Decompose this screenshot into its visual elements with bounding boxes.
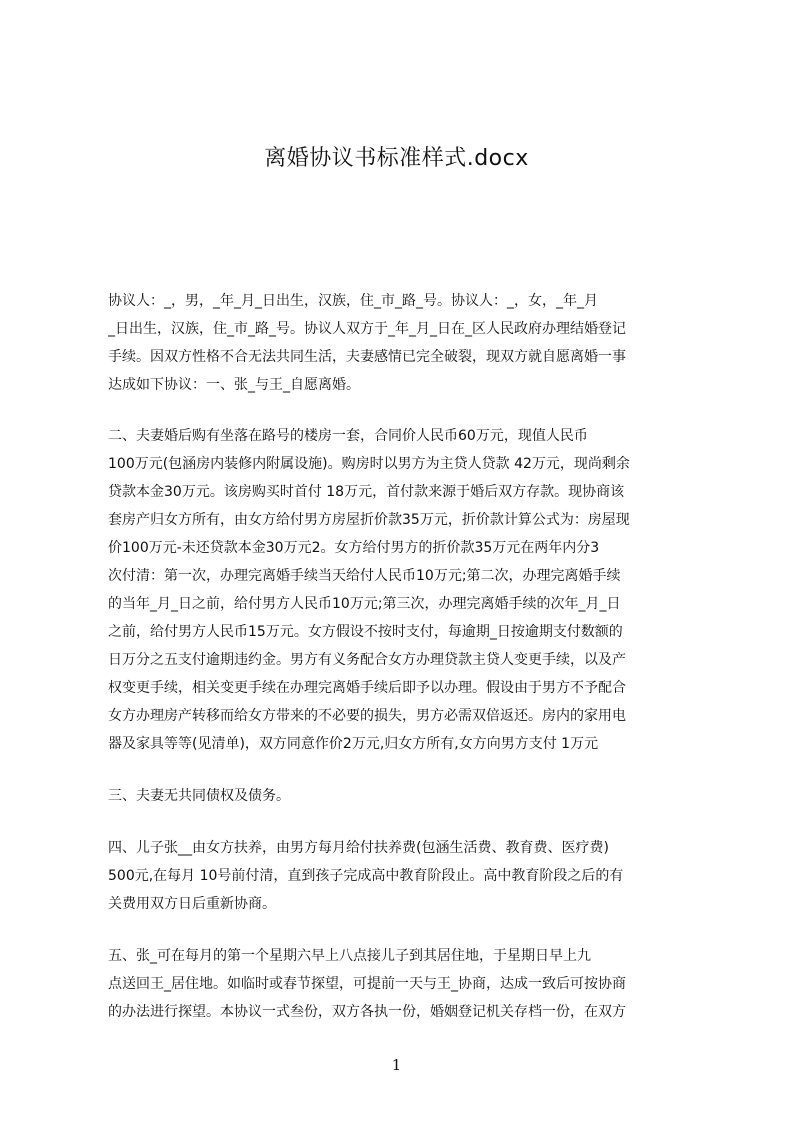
clause-2-line: 器及家具等等(见清单)，双方同意作价2万元,归女方所有,女方向男方支付 1万元 (108, 736, 599, 752)
intro-line: 手续。因双方性格不合无法共同生活，夫妻感情已完全破裂，现双方就自愿离婚一事 (108, 349, 626, 365)
clause-2-line: 次付清：第一次，办理完离婚手续当天给付人民币10万元;第二次，办理完离婚手续 (108, 568, 621, 584)
clause-2-line: 贷款本金30万元。该房购买时首付 18万元，首付款来源于婚后双方存款。现协商该 (108, 484, 625, 500)
clause-5-line: 点送回王_居住地。如临时或春节探望，可提前一天与王_协商，达成一致后可按协商 (108, 976, 626, 992)
clause-5-line: 五、张_可在每月的第一个星期六早上八点接儿子到其居住地，于星期日早上九 (108, 948, 591, 964)
clause-2-line: 套房产归女方所有，由女方给付男方房屋折价款35万元，折价款计算公式为：房屋现 (108, 512, 630, 528)
clause-2-line: 价100万元-未还贷款本金30万元2。女方给付男方的折价款35万元在两年内分3 (108, 540, 600, 556)
clause-4-line: 四、儿子张__由女方扶养，由男方每月给付扶养费(包涵生活费、教育费、医疗费) (108, 840, 609, 856)
clause-2-line: 二、夫妻婚后购有坐落在路号的楼房一套，合同价人民币60万元，现值人民币 (108, 428, 588, 444)
clause-3-line: 三、夫妻无共同债权及债务。 (108, 788, 290, 804)
clause-2-line: 日万分之五支付逾期违约金。男方有义务配合女方办理贷款主贷人变更手续，以及产 (108, 652, 626, 668)
clause-2-line: 100万元(包涵房内装修内附属设施)。购房时以男方为主贷人贷款 42万元，现尚剩余 (108, 456, 630, 472)
clause-4-line: 关费用双方日后重新协商。 (108, 896, 276, 912)
clause-5-line: 的办法进行探望。本协议一式叁份，双方各执一份，婚姻登记机关存档一份，在双方 (108, 1004, 626, 1020)
intro-line: 协议人：_，男，_年_月_日出生，汉族，住_市_路_号。协议人：_，女，_年_月 (108, 293, 598, 309)
clause-2-line: 女方办理房产转移而给女方带来的不必要的损失，男方必需双倍返还。房内的家用电 (108, 708, 626, 724)
clause-2-line: 之前，给付男方人民币15万元。女方假设不按时支付，每逾期_日按逾期支付数额的 (108, 624, 623, 640)
page-number: 1 (391, 1056, 402, 1074)
document-title: 离婚协议书标准样式.docx (264, 146, 529, 171)
intro-line: _日出生，汉族，住_市_路_号。协议人双方于_年_月_日在_区人民政府办理结婚登记 (108, 321, 626, 337)
clause-2-line: 权变更手续，相关变更手续在办理完离婚手续后即予以办理。假设由于男方不予配合 (108, 680, 626, 696)
clause-2-line: 的当年_月_日之前，给付男方人民币10万元;第三次，办理完离婚手续的次年_月_日 (108, 596, 621, 612)
intro-line: 达成如下协议：一、张_与王_自愿离婚。 (108, 377, 360, 393)
clause-4-line: 500元,在每月 10号前付清，直到孩子完成高中教育阶段止。高中教育阶段之后的有 (108, 868, 624, 884)
